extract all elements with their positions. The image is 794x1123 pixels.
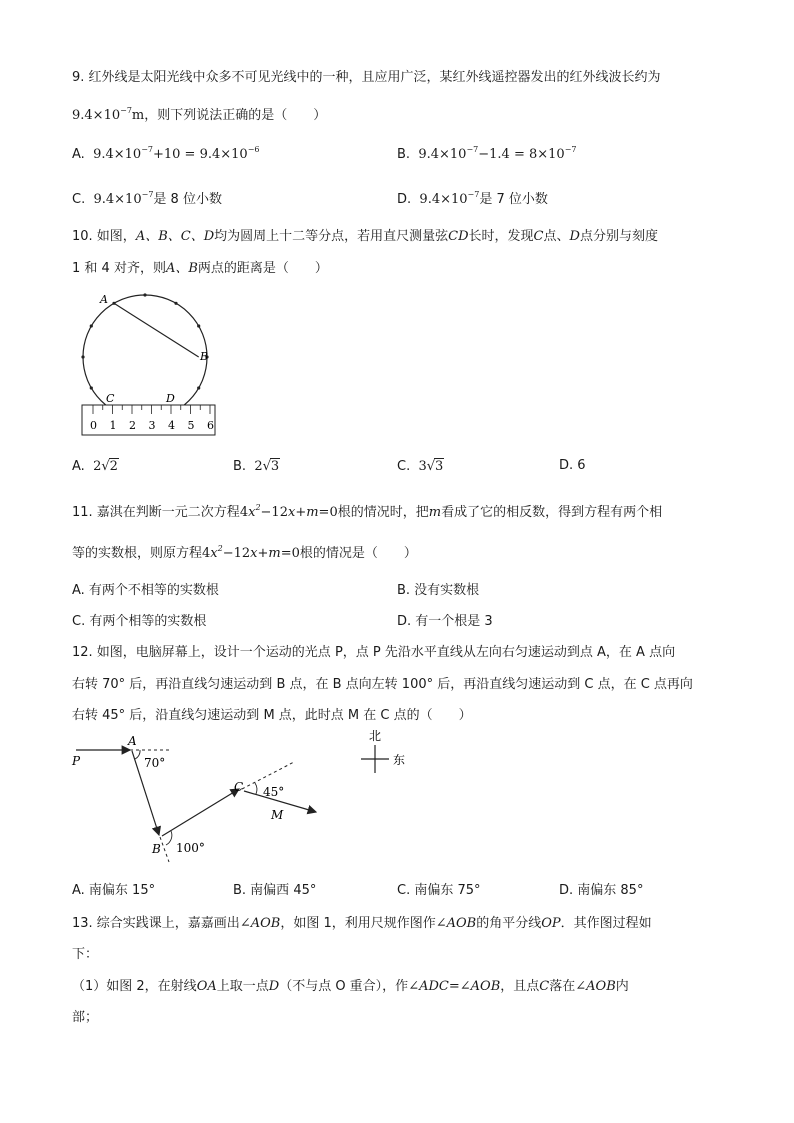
q10-option-d[interactable]: D. 6 [559,458,586,473]
q10-chord: CD [448,229,469,244]
q10-option-b[interactable]: B. 2√3 [233,459,280,474]
q10-label-c: C [106,392,115,405]
q10-ruler-tick-2: 2 [129,419,136,432]
q10-ruler-tick-6: 6 [207,419,214,432]
q11-stem-line1: 11. 嘉淇在判断一元二次方程$4x^2-12x+m=0$根的情况时，把m看成了它的相反数，得到方程有两个相 [72,503,663,520]
q9-option-b-expr: $9.4\times 10^{-7}-1.4 = 8\times 10^{-7}$ [414,145,577,162]
q10-division-points [81,293,208,420]
q12-figure [66,725,426,865]
q10-circle [83,295,207,419]
q12-label-m: M [271,808,284,822]
q9-option-a-expr: $9.4\times 10^{-7}+10 = 9.4\times 10^{-6}$ [88,145,260,162]
q9-option-b[interactable]: B. $9.4\times 10^{-7}-1.4 = 8\times 10^{-7}$ [397,145,577,162]
q12-option-c[interactable]: C. 南偏东 75° [397,883,481,898]
q12-label-angle-a: 70° [144,756,166,770]
q11-equation-1: $4x^2-12x+m=0$ [239,503,338,520]
q10-option-c[interactable]: C. 3√3 [397,459,444,474]
q11-equation-2: $4x^2-12x+m=0$ [202,544,300,561]
q10-ruler-tick-5: 5 [187,419,195,432]
q12-stem-line2: 右转 70° 后，再沿直线匀速运动到 B 点，在 B 点向左转 100° 后，再沿直线匀速运动到 C 点，在 C 点再向 [72,677,693,692]
q10-figure [74,288,224,438]
q12-compass-east: 东 [393,753,406,767]
q9-stem-line2: $9.4\times 10^{-7}m$，则下列说法正确的是（ ） [72,106,327,123]
q12-label-angle-c: 45° [263,785,285,799]
q10-points: A、B、C、D [135,229,215,244]
q11-option-b[interactable]: B. 没有实数根 [397,583,480,598]
q12-label-p: P [72,754,81,768]
q11-option-c[interactable]: C. 有两个相等的实数根 [72,614,207,629]
q13-stem-line4: 部； [72,1010,99,1025]
q12-label-b: B [152,842,161,856]
q9-option-a[interactable]: A. $9.4\times 10^{-7}+10 = 9.4\times 10^{-6}$ [72,145,260,162]
q10-ruler-tick-1: 1 [109,419,117,432]
q9-wavelength: $9.4\times 10^{-7}m$ [72,106,145,123]
q10-label-b: B [200,350,209,363]
q12-stem-line3: 右转 45° 后，沿直线匀速运动到 M 点，此时点 M 在 C 点的（ ） [72,708,472,723]
q12-option-b[interactable]: B. 南偏西 45° [233,883,317,898]
q10-ruler-tick-3: 3 [148,419,156,432]
q11-stem-line2: 等的实数根，则原方程$4x^2-12x+m=0$根的情况是（ ） [72,544,417,561]
q13-stem-line3: （1）如图 2，在射线OA上取一点D（不与点 O 重合），作∠ADC=∠AOB，且点C落在∠AOB内 [72,979,629,994]
q13-stem-line2: 下： [72,947,99,962]
q12-stem-line1: 12. 如图，电脑屏幕上，设计一个运动的光点 P，点 P 先沿水平直线从左向右匀速运动到点 A，在 A 点向 [72,645,676,660]
q10-label-d: D [166,392,175,405]
q10-option-c-expr: 3√3 [414,459,444,474]
q9-option-c[interactable]: C. $9.4\times 10^{-7}$是 8 位小数 [72,190,222,207]
q12-option-a[interactable]: A. 南偏东 15° [72,883,156,898]
q12-compass [361,729,405,773]
q12-label-c: C [234,780,244,794]
q10-option-b-expr: 2√3 [250,459,280,474]
q13-stem-line1: 13. 综合实践课上，嘉嘉画出∠AOB，如图 1，利用尺规作图作∠AOB的角平分线OP．其作图过程如 [72,916,652,931]
q10-stem-line2: 1 和 4 对齐，则A、B两点的距离是（ ） [72,261,328,276]
q11-option-a[interactable]: A. 有两个不相等的实数根 [72,583,219,598]
q12-label-angle-b: 100° [176,841,205,855]
q12-path-bc [162,789,239,836]
q10-stem-line1: 10. 如图，A、B、C、D均为圆周上十二等分点，若用直尺测量弦CD长时，发现C点、D点分别与刻度 [72,229,658,244]
q12-arc-a [135,750,140,759]
q12-label-a: A [128,734,137,748]
q12-compass-north: 北 [369,729,382,743]
q10-chord-ab [114,303,199,357]
q12-ext-b [160,837,169,862]
q10-option-a-expr: 2√2 [88,459,118,474]
q10-ruler [82,405,215,435]
q10-ruler-tick-4: 4 [168,419,175,432]
q11-option-d[interactable]: D. 有一个根是 3 [397,614,493,629]
q12-arc-c [255,783,257,794]
q9-option-d-expr: $9.4\times 10^{-7}$ [415,190,480,207]
q10-option-a[interactable]: A. 2√2 [72,459,118,474]
q10-ruler-tick-0: 0 [90,419,97,432]
q9-option-c-expr: $9.4\times 10^{-7}$ [89,190,154,207]
q12-option-d[interactable]: D. 南偏东 85° [559,883,644,898]
q10-label-a: A [100,293,108,306]
q9-option-d[interactable]: D. $9.4\times 10^{-7}$是 7 位小数 [397,190,548,207]
q9-stem-line1: 9. 红外线是太阳光线中众多不可见光线中的一种，且应用广泛，某红外线遥控器发出的红外线波长约为 [72,70,661,85]
